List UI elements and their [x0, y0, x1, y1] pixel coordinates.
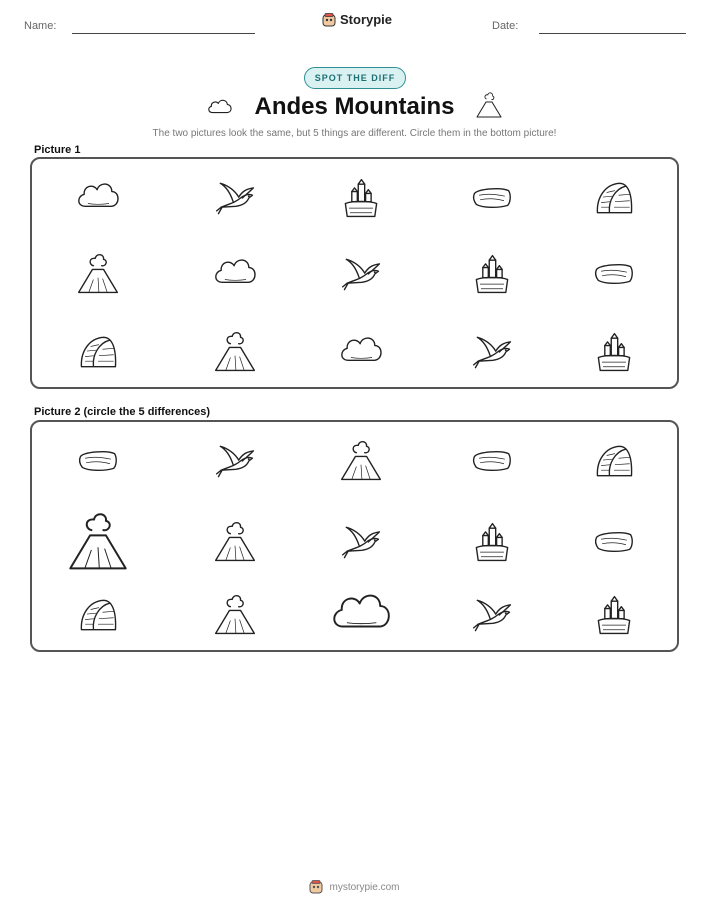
footer	[0, 880, 709, 894]
picture1-cloud-icon	[212, 251, 258, 297]
picture1-volcano-icon	[212, 329, 258, 375]
picture1-rock-icon	[591, 251, 637, 297]
storypie-logo-icon	[322, 13, 336, 27]
spot-the-diff-badge: SPOT THE DIFF	[304, 67, 406, 89]
title-volcano-icon	[474, 88, 504, 122]
name-label: Name:	[24, 20, 57, 32]
picture2-cloud-icon[interactable]	[329, 583, 393, 647]
page-title: Andes Mountains	[254, 93, 455, 120]
picture1-rock-icon	[469, 175, 515, 221]
footer-url[interactable]: mystorypie.com	[329, 881, 400, 893]
picture1-bird-icon	[338, 251, 384, 297]
picture2-rock-icon[interactable]	[469, 438, 515, 484]
picture2-rock-icon[interactable]	[591, 519, 637, 565]
picture1-cloud-icon	[338, 329, 384, 375]
picture2-bird-icon[interactable]	[338, 519, 384, 565]
picture2-rock-icon[interactable]	[75, 438, 121, 484]
picture2-hill-icon[interactable]	[75, 592, 121, 638]
picture1-castle-icon	[469, 251, 515, 297]
picture2-castle-icon[interactable]	[469, 519, 515, 565]
picture2-volcano-icon[interactable]	[212, 519, 258, 565]
picture2-bird-icon[interactable]	[469, 592, 515, 638]
picture2-castle-icon[interactable]	[591, 592, 637, 638]
picture2-panel[interactable]	[30, 420, 679, 652]
picture1-castle-icon	[591, 329, 637, 375]
date-label: Date:	[492, 20, 519, 32]
date-line[interactable]	[539, 33, 686, 34]
instructions: The two pictures look the same, but 5 things are different. Circle them in the bottom picture!	[152, 128, 557, 139]
picture1-bird-icon	[469, 329, 515, 375]
picture1-cloud-icon	[75, 175, 121, 221]
picture1-hill-icon	[75, 329, 121, 375]
picture2-label: Picture 2 (circle the 5 differences)	[34, 406, 211, 418]
picture2-bird-icon[interactable]	[212, 438, 258, 484]
picture1-label: Picture 1	[34, 144, 81, 156]
picture2-volcano-icon[interactable]	[212, 592, 258, 638]
footer-logo-icon	[309, 880, 323, 894]
picture1-volcano-icon	[75, 251, 121, 297]
brand	[322, 12, 392, 27]
brand-name: Storypie	[340, 12, 393, 27]
picture2-volcano-icon[interactable]	[65, 509, 131, 575]
name-line[interactable]	[72, 33, 255, 34]
picture1-panel	[30, 157, 679, 389]
picture1-bird-icon	[212, 175, 258, 221]
picture1-hill-icon	[591, 175, 637, 221]
picture2-hill-icon[interactable]	[591, 438, 637, 484]
picture1-castle-icon	[338, 175, 384, 221]
picture2-volcano-icon[interactable]	[338, 438, 384, 484]
